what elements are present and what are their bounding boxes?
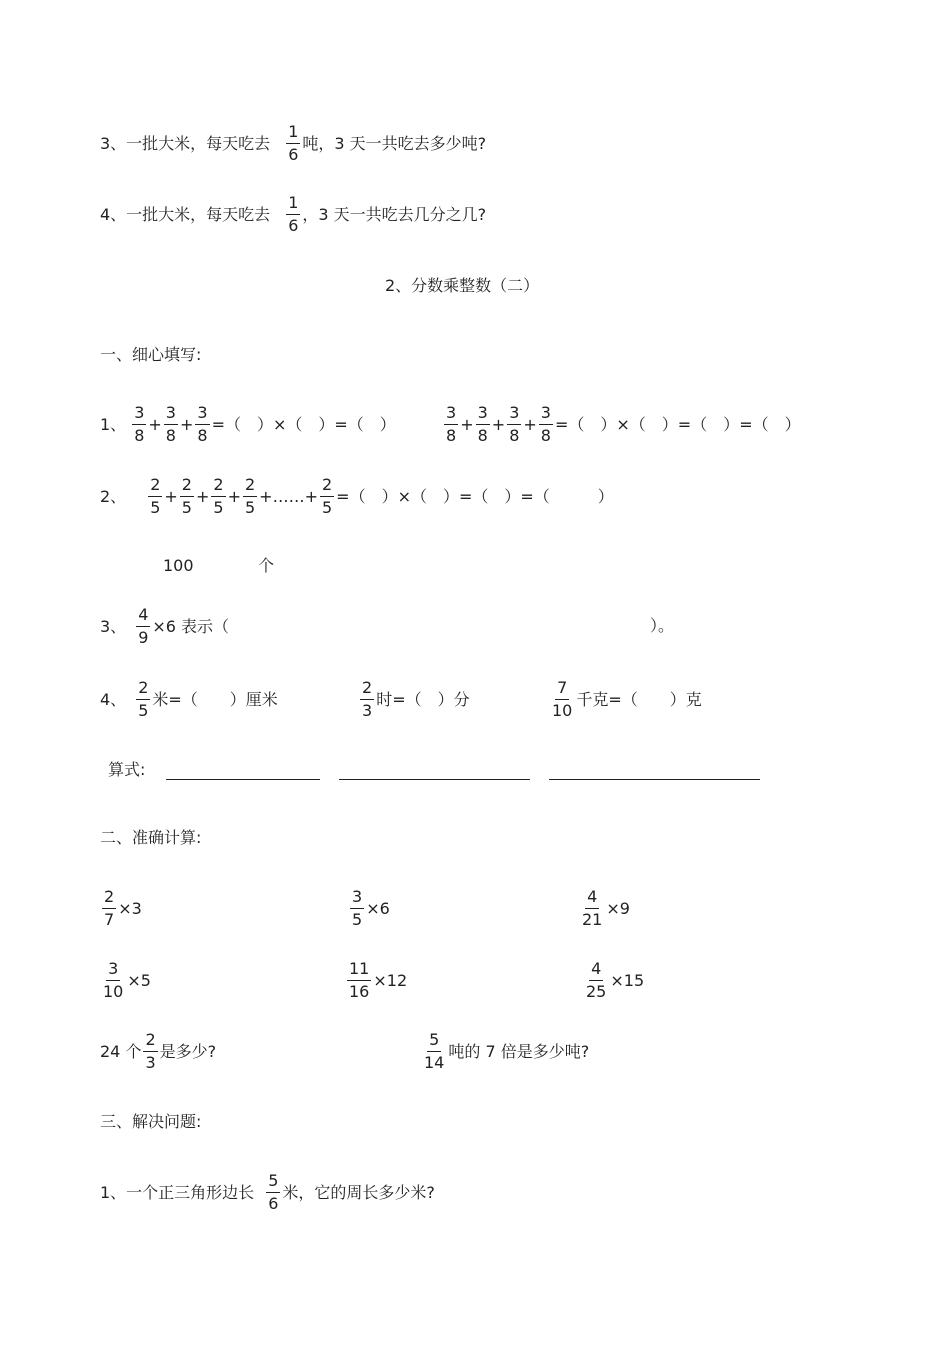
calc-item: $\frac{2}{7}$ ×3 xyxy=(104,887,142,929)
calc-item: $\frac{3}{5}$ ×6 xyxy=(352,887,390,929)
solve-q1: 1、一个正三角形边长 $\frac{5}{6}$ 米，它的周长多少米? xyxy=(100,1171,435,1213)
fraction: $\frac{2}{5}$ xyxy=(244,475,256,517)
fraction: $\frac{3}{10}$ xyxy=(103,959,124,1001)
fraction: $\frac{3}{8}$ xyxy=(134,403,145,445)
fraction: $\frac{2}{5}$ xyxy=(150,475,161,517)
fraction: $\frac{4}{21}$ xyxy=(582,887,603,929)
formula-label: 算式: xyxy=(108,760,146,779)
fill-q1: 1、 $\frac{3}{8}$ + $\frac{3}{8}$ + $\frac{3}{8}$ = （ ）×（ ）=（ ） xyxy=(100,403,396,445)
fraction: $\frac{11}{16}$ xyxy=(349,959,370,1001)
fraction: $\frac{2}{5}$ xyxy=(138,678,149,720)
fraction: $\frac{2}{5}$ xyxy=(181,475,192,517)
fraction: $\frac{5}{14}$ xyxy=(424,1030,445,1072)
word-problem-1: 24 个 $\frac{2}{3}$ 是多少? xyxy=(100,1030,217,1072)
calc-item: $\frac{4}{25}$ ×15 xyxy=(586,959,645,1001)
fraction: $\frac{3}{8}$ xyxy=(509,403,520,445)
part1-heading: 一、细心填写: xyxy=(100,345,202,364)
fraction: $\frac{2}{3}$ xyxy=(145,1030,156,1072)
fraction: $\frac{2}{7}$ xyxy=(104,887,115,929)
answer-line xyxy=(339,779,530,780)
calc-item: $\frac{11}{16}$ ×12 xyxy=(349,959,408,1001)
section-title: 2、分数乘整数（二） xyxy=(385,276,540,295)
problem-3: 3、一批大米，每天吃去 $\frac{1}{6}$ 吨，3 天一共吃去多少吨? xyxy=(100,122,487,164)
fraction: $\frac{4}{25}$ xyxy=(586,959,607,1001)
problem-4: 4、一批大米，每天吃去 $\frac{1}{6}$ ，3 天一共吃去几分之几? xyxy=(100,193,487,235)
fraction: $\frac{3}{8}$ xyxy=(477,403,488,445)
fill-q1-right: $\frac{3}{8}$ + $\frac{3}{8}$ + $\frac{3}{8}$ + $\frac{3}{8}$ = （ ）×（ ）=（ ）=（ ） xyxy=(446,403,801,445)
fill-q4-a: 4、 $\frac{2}{5}$ 米=（ ）厘米 xyxy=(100,678,278,720)
fraction: $\frac{3}{8}$ xyxy=(540,403,551,445)
fraction: $\frac{7}{10}$ xyxy=(552,678,573,720)
part3-heading: 三、解决问题: xyxy=(100,1112,202,1131)
fraction: $\frac{2}{3}$ xyxy=(362,678,373,720)
calc-item: $\frac{4}{21}$ ×9 xyxy=(582,887,630,929)
q3-close: ）。 xyxy=(650,616,675,635)
fraction: $\frac{1}{6}$ xyxy=(288,193,299,235)
fill-q2: 2、 $\frac{2}{5}$ + $\frac{2}{5}$ + $\frac{2}{5}$ + $\frac{2}{5}$ +……+ $\frac{2}{5}$ = （ ）×（ ）=（ ）=（ ） xyxy=(100,475,614,517)
count-unit: 个 xyxy=(258,556,275,575)
calc-item: $\frac{3}{10}$ ×5 xyxy=(103,959,151,1001)
answer-line xyxy=(166,779,320,780)
word-problem-2: $\frac{5}{14}$ 吨的 7 倍是多少吨? xyxy=(424,1030,590,1072)
fill-q4-b: $\frac{2}{3}$ 时=（ ）分 xyxy=(362,678,470,720)
fill-q3: 3、 $\frac{4}{9}$ ×6 表示（ xyxy=(100,605,230,647)
fraction: $\frac{3}{8}$ xyxy=(197,403,208,445)
fraction: $\frac{3}{8}$ xyxy=(165,403,176,445)
fraction: $\frac{2}{5}$ xyxy=(213,475,224,517)
part2-heading: 二、准确计算: xyxy=(100,828,202,847)
fraction: $\frac{3}{8}$ xyxy=(446,403,457,445)
count-100: 100 xyxy=(163,556,194,575)
fraction: $\frac{1}{6}$ xyxy=(288,122,299,164)
fraction: $\frac{3}{5}$ xyxy=(352,887,363,929)
answer-line xyxy=(549,779,760,780)
fraction: $\frac{5}{6}$ xyxy=(268,1171,279,1213)
fraction: $\frac{4}{9}$ xyxy=(138,605,149,647)
fill-q4-c: $\frac{7}{10}$ 千克=（ ）克 xyxy=(552,678,702,720)
fraction: $\frac{2}{5}$ xyxy=(321,475,333,517)
